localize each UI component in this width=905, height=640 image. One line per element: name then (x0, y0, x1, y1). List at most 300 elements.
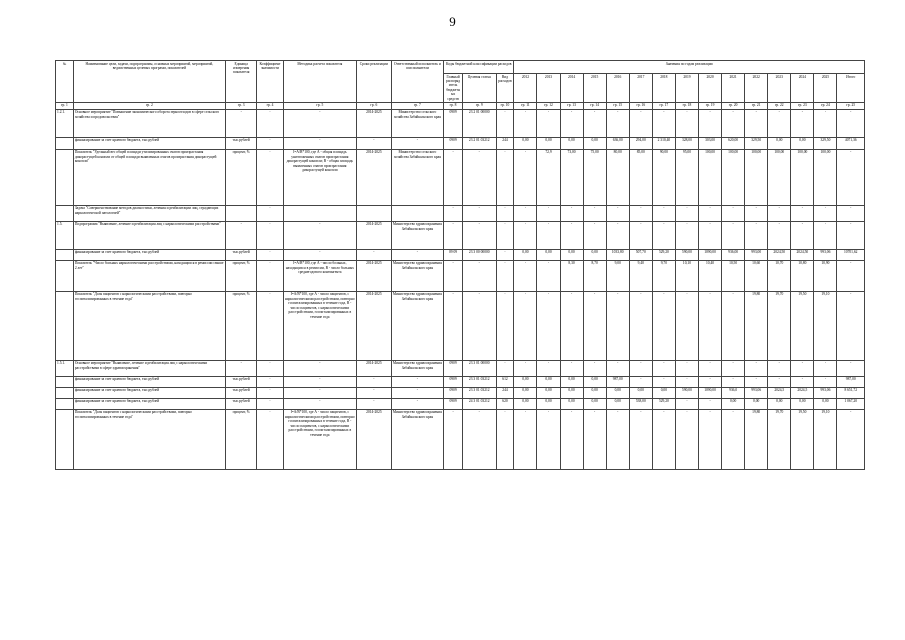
row-year-value: 2024,5 (768, 387, 791, 398)
row-name: Основное мероприятие "Повышение экономического оборота зерноотходов в сфере сельского хозяйства и продовольствия" (73, 109, 225, 137)
row-year-value: - (652, 376, 675, 387)
row-name: финансирование за счет краевого бюджета, тыс.рублей (73, 376, 225, 387)
row-coefficient: - (257, 398, 283, 409)
row-year-value: 85,00 (629, 149, 652, 205)
row-name: финансирование за счет краевого бюджета, тыс.рублей (73, 249, 225, 260)
row-year-value: 9,00 (606, 260, 629, 291)
row-unit: тыс.рублей (225, 137, 256, 149)
row-unit: - (225, 221, 256, 249)
row-method: I=А/В*100, где А - число пациентов, с наркологическими расстройствами, повторно госпитализированных в течение года, В - число пациентов, с наркологическими расстройствами, госпитализированных в течение года (283, 291, 356, 360)
header-year: 2025 (814, 74, 837, 103)
row-expense-type: - (496, 205, 514, 221)
row-coefficient: - (257, 291, 283, 360)
header-year: 2017 (629, 74, 652, 103)
row-year-value: - (514, 149, 537, 205)
header-year: 2015 (583, 74, 606, 103)
row-year-value: - (583, 360, 606, 376)
row-grbs: - (444, 221, 463, 249)
row-unit: процент, % (225, 149, 256, 205)
row-grbs: 09 09 (444, 249, 463, 260)
row-target-article: - (462, 260, 496, 291)
column-number: гр. 2 (73, 102, 225, 109)
row-year-value: - (675, 360, 698, 376)
column-number: гр. 25 (837, 102, 865, 109)
row-number (56, 205, 74, 221)
header-target-article: Целевая статья (462, 74, 496, 103)
row-year-value: - (675, 376, 698, 387)
header-year-values: Значения по годам реализации (514, 61, 865, 74)
row-year-value: 90,00 (652, 149, 675, 205)
header-year: 2021 (722, 74, 745, 103)
row-year-value: 993,06 (745, 387, 768, 398)
row-year-value: - (537, 360, 560, 376)
row-year-value: 19,80 (745, 409, 768, 469)
row-year-value: 936,00 (722, 249, 745, 260)
row-number (56, 249, 74, 260)
row-year-value: 0,00 (514, 249, 537, 260)
row-responsible: Министерство сельского хозяйства Забайкальского края (391, 109, 443, 137)
row-year-value: 10701,62 (837, 249, 865, 260)
row-expense-type: - (496, 360, 514, 376)
row-grbs: - (444, 205, 463, 221)
row-year-value: - (560, 221, 583, 249)
row-year-value: 636,00 (606, 137, 629, 149)
row-year-value: - (537, 221, 560, 249)
row-year-value: - (722, 409, 745, 469)
row-year-value: 0,00 (606, 387, 629, 398)
row-year-value: - (652, 221, 675, 249)
row-terms: 2014-2025 (357, 291, 392, 360)
row-year-value: 9,70 (652, 260, 675, 291)
row-year-value: - (629, 409, 652, 469)
row-name: Показатель "Доля пациентов с наркологическими расстройствами, повторно госпитализированных в течение года" (73, 291, 225, 360)
row-year-value: 0,00 (514, 387, 537, 398)
row-target-article: - (462, 221, 496, 249)
row-year-value: - (722, 205, 745, 221)
row-year-value: 0,00 (560, 137, 583, 149)
row-expense-type: - (496, 260, 514, 291)
row-terms: - (357, 137, 392, 149)
row-target-article: 23 2 01 00000 (462, 109, 496, 137)
row-year-value: - (814, 221, 837, 249)
row-year-value: - (768, 109, 791, 137)
row-number (56, 387, 74, 398)
row-year-value: - (629, 205, 652, 221)
row-year-value: 8,70 (583, 260, 606, 291)
row-responsible (391, 205, 443, 221)
row-number (56, 409, 74, 469)
header-year: 2022 (745, 74, 768, 103)
row-name: финансирование за счет краевого бюджета, тыс.рублей (73, 398, 225, 409)
row-year-value: - (606, 409, 629, 469)
row-target-article: 23 2 01 03212 (462, 137, 496, 149)
row-year-value: 529,20 (652, 398, 675, 409)
row-year-value: - (768, 205, 791, 221)
row-year-value: 529,20 (652, 249, 675, 260)
row-target-article: 23 3 00 00000 (462, 249, 496, 260)
header-coefficient: Коэффициент значимости (257, 61, 283, 103)
row-year-value: - (814, 376, 837, 387)
row-year-value: 0,00 (537, 249, 560, 260)
row-year-value: - (606, 221, 629, 249)
row-year-value: 0,00 (537, 387, 560, 398)
row-year-value: - (791, 221, 814, 249)
column-number: гр. 18 (675, 102, 698, 109)
row-target-article: - (462, 149, 496, 205)
row-year-value: 0,00 (722, 398, 745, 409)
row-year-value: 0,00 (560, 249, 583, 260)
column-number: гр. 11 (514, 102, 537, 109)
row-year-value: 100,00 (768, 149, 791, 205)
table-row (56, 221, 865, 249)
row-number (56, 149, 74, 205)
row-year-value: 19,50 (791, 291, 814, 360)
row-year-value: 8,30 (560, 260, 583, 291)
row-terms: - (357, 249, 392, 260)
row-year-value: 0,00 (768, 398, 791, 409)
row-year-value: - (537, 205, 560, 221)
row-year-value: - (606, 205, 629, 221)
row-year-value: 1090,00 (699, 249, 722, 260)
row-year-value: - (652, 205, 675, 221)
row-name: Показатель "Удельный вес общей площади утилизированных очагов произрастания дикорастущей конопли от общей площади выявленных очагов произрастания дикорастущей конопли" (73, 149, 225, 205)
column-number: гр. 7 (391, 102, 443, 109)
row-year-value: 100,00 (791, 149, 814, 205)
column-number-row (56, 102, 865, 109)
row-unit (225, 205, 256, 221)
column-number: гр. 4 (257, 102, 283, 109)
row-grbs: 0909 (444, 398, 463, 409)
header-unit: Единица измерения показателя (225, 61, 256, 103)
row-year-value: - (675, 409, 698, 469)
row-unit: - (225, 109, 256, 137)
row-year-value: - (814, 205, 837, 221)
row-year-value: 2 310,40 (652, 137, 675, 149)
row-year-value: - (722, 360, 745, 376)
row-year-value: - (629, 109, 652, 137)
header-year: 2016 (606, 74, 629, 103)
row-name: Основное мероприятие "Выявление, лечение и реабилитация лиц с наркологическими расстройствами в сфере здравоохранения" (73, 360, 225, 376)
row-year-value: - (768, 360, 791, 376)
header-year: 2018 (652, 74, 675, 103)
row-number (56, 398, 74, 409)
row-year-value: - (629, 360, 652, 376)
row-year-value: 10,40 (699, 260, 722, 291)
row-unit: тыс.рублей (225, 376, 256, 387)
row-grbs: - (444, 291, 463, 360)
row-name: финансирование за счет краевого бюджета, тыс.рублей (73, 387, 225, 398)
row-year-value: - (699, 376, 722, 387)
column-number: гр. 3 (225, 102, 256, 109)
row-coefficient: - (257, 387, 283, 398)
row-year-value: 72,9 (537, 149, 560, 205)
page-number: 9 (449, 14, 456, 29)
row-year-value: - (722, 109, 745, 137)
row-year-value: - (745, 109, 768, 137)
row-terms: - (357, 376, 392, 387)
row-year-value: - (814, 109, 837, 137)
row-year-value: 19,80 (745, 291, 768, 360)
row-number: 1.5.1. (56, 360, 74, 376)
row-year-value: 80,00 (606, 149, 629, 205)
row-year-value: - (675, 221, 698, 249)
header-year: 2023 (768, 74, 791, 103)
row-year-value: - (699, 398, 722, 409)
row-year-value: - (837, 109, 865, 137)
row-year-value: - (652, 291, 675, 360)
row-year-value: 303,00 (699, 137, 722, 149)
row-year-value: 0,00 (652, 387, 675, 398)
table-row (56, 376, 865, 387)
row-year-value: 0,00 (560, 376, 583, 387)
row-year-value: - (537, 409, 560, 469)
row-expense-type: - (496, 109, 514, 137)
row-year-value: - (837, 205, 865, 221)
row-year-value: - (745, 360, 768, 376)
row-year-value: 75,00 (583, 149, 606, 205)
row-year-value: 0,00 (537, 398, 560, 409)
row-responsible: Министерство здравоохранения Забайкальского края (391, 409, 443, 469)
table-row (56, 409, 865, 469)
row-year-value: - (837, 360, 865, 376)
header-year: 2020 (699, 74, 722, 103)
row-grbs: 0909 (444, 360, 463, 376)
program-table-sheet (55, 60, 865, 470)
row-terms: 2014-2025 (357, 409, 392, 469)
table-row (56, 205, 865, 221)
row-name: Показатель "Число больных наркологическими расстройствами, находящихся в ремиссии свыше 2 лет" (73, 260, 225, 291)
row-year-value: - (560, 205, 583, 221)
row-name: Подпрограмма "Выявление, лечение и реабилитация лиц с наркологическими расстройствами" (73, 221, 225, 249)
row-expense-type: - (496, 249, 514, 260)
row-unit: процент, % (225, 260, 256, 291)
row-year-value: - (768, 221, 791, 249)
row-year-value: - (583, 205, 606, 221)
row-target-article: 23 3 01 03212 (462, 376, 496, 387)
row-year-value: - (514, 205, 537, 221)
row-year-value: 328,00 (675, 137, 698, 149)
row-target-article: 23 3 01 00000 (462, 360, 496, 376)
row-year-value: 100,00 (722, 149, 745, 205)
header-name: Наименование цели, задачи, подпрограммы, основных мероприятий, мероприятий, ведомственных целевых программ, показателей (73, 61, 225, 103)
row-year-value: 19,10 (814, 291, 837, 360)
row-expense-type: - (496, 409, 514, 469)
row-year-value: - (768, 376, 791, 387)
header-grbs: Главный распорядитель бюджетных средств (444, 74, 463, 103)
table-row (56, 137, 865, 149)
table-row (56, 387, 865, 398)
row-coefficient: - (257, 221, 283, 249)
row-terms: 2014-2025 (357, 109, 392, 137)
row-year-value: - (814, 360, 837, 376)
row-year-value: 0,00 (583, 387, 606, 398)
column-number: гр. 16 (629, 102, 652, 109)
row-year-value: - (606, 109, 629, 137)
column-number: гр. 24 (814, 102, 837, 109)
row-method: - (283, 137, 356, 149)
row-year-value: 0,00 (791, 137, 814, 149)
row-year-value: 0,00 (514, 398, 537, 409)
row-coefficient: - (257, 249, 283, 260)
header-year: 2024 (791, 74, 814, 103)
row-grbs: 0909 (444, 137, 463, 149)
column-number: гр. 20 (722, 102, 745, 109)
row-year-value: 0,00 (814, 398, 837, 409)
row-year-value: - (837, 291, 865, 360)
row-expense-type: 612 (496, 376, 514, 387)
row-year-value: - (699, 205, 722, 221)
row-year-value: - (837, 149, 865, 205)
row-responsible: - (391, 387, 443, 398)
row-year-value: - (837, 221, 865, 249)
row-year-value: - (675, 291, 698, 360)
row-responsible: - (391, 249, 443, 260)
table-row (56, 109, 865, 137)
row-responsible: Министерство сельского хозяйства Забайкальского края (391, 149, 443, 205)
row-terms (357, 205, 392, 221)
row-year-value: - (560, 409, 583, 469)
row-responsible: Министерство здравоохранения Забайкальского края (391, 221, 443, 249)
row-year-value: - (583, 291, 606, 360)
header-year: Итого (837, 74, 865, 103)
row-year-value: - (722, 221, 745, 249)
row-year-value: 0,00 (583, 376, 606, 387)
column-number: гр. 13 (560, 102, 583, 109)
row-unit: тыс.рублей (225, 398, 256, 409)
header-responsible: Ответственный исполнитель и соисполнители (391, 61, 443, 103)
table-row (56, 149, 865, 205)
row-year-value: 4071,36 (837, 137, 865, 149)
row-year-value: - (837, 409, 865, 469)
row-year-value: 2024,50 (791, 249, 814, 260)
row-expense-type: - (496, 221, 514, 249)
row-year-value: 95,00 (675, 149, 698, 205)
row-year-value: - (791, 376, 814, 387)
row-expense-type: - (496, 149, 514, 205)
row-method: - (283, 221, 356, 249)
row-year-value: 987,00 (606, 376, 629, 387)
row-grbs: - (444, 260, 463, 291)
row-unit: процент, % (225, 409, 256, 469)
row-year-value: - (629, 376, 652, 387)
row-year-value: 0,00 (768, 137, 791, 149)
row-method: - (283, 387, 356, 398)
row-year-value: 100,00 (745, 149, 768, 205)
row-expense-type: - (496, 291, 514, 360)
row-coefficient: - (257, 205, 283, 221)
header-terms: Сроки реализации (357, 61, 392, 103)
row-number (56, 260, 74, 291)
row-year-value: - (699, 360, 722, 376)
row-year-value: - (629, 221, 652, 249)
column-number: гр. 10 (496, 102, 514, 109)
column-number: гр. 8 (444, 102, 463, 109)
row-year-value: - (560, 291, 583, 360)
row-year-value: 0,00 (583, 398, 606, 409)
row-year-value: 9,40 (629, 260, 652, 291)
row-year-value: 10,10 (675, 260, 698, 291)
row-year-value: - (560, 109, 583, 137)
row-year-value: - (699, 409, 722, 469)
table-row (56, 260, 865, 291)
row-year-value: - (537, 260, 560, 291)
row-year-value: - (745, 376, 768, 387)
column-number: гр. 21 (745, 102, 768, 109)
row-grbs: 0909 (444, 387, 463, 398)
row-year-value: 0,00 (560, 398, 583, 409)
row-coefficient: - (257, 260, 283, 291)
row-year-value: 10,70 (768, 260, 791, 291)
row-expense-type: 620 (496, 398, 514, 409)
row-year-value: 0,00 (791, 398, 814, 409)
row-year-value: 987,00 (837, 376, 865, 387)
header-year: 2013 (537, 74, 560, 103)
row-grbs: - (444, 149, 463, 205)
row-year-value: - (652, 109, 675, 137)
row-year-value: 0,00 (514, 376, 537, 387)
row-method: - (283, 398, 356, 409)
row-responsible: - (391, 398, 443, 409)
column-number: гр. 1 (56, 102, 74, 109)
row-year-value: - (722, 291, 745, 360)
column-number: гр. 23 (791, 102, 814, 109)
column-number: гр. 6 (357, 102, 392, 109)
row-year-value: 0,00 (560, 387, 583, 398)
row-year-value: - (583, 409, 606, 469)
row-year-value: - (652, 360, 675, 376)
row-number (56, 376, 74, 387)
row-year-value: - (675, 109, 698, 137)
header-year: 2012 (514, 74, 537, 103)
row-terms: 2014-2025 (357, 360, 392, 376)
row-year-value: 8 651,72 (837, 387, 865, 398)
row-year-value: - (629, 291, 652, 360)
row-terms: 2014-2025 (357, 221, 392, 249)
row-responsible: Министерство здравоохранения Забайкальского края (391, 260, 443, 291)
row-year-value: 620,00 (722, 137, 745, 149)
row-year-value: 590,00 (675, 387, 698, 398)
row-year-value: 0,00 (537, 137, 560, 149)
row-target-article: 23 3 01 03212 (462, 387, 496, 398)
row-number (56, 137, 74, 149)
row-year-value: 100,00 (814, 149, 837, 205)
row-responsible: Министерство здравоохранения Забайкальского края (391, 360, 443, 376)
row-year-value: 0,00 (583, 137, 606, 149)
row-year-value: - (537, 109, 560, 137)
row-coefficient: - (257, 409, 283, 469)
table-row (56, 291, 865, 360)
header-budget-codes: Коды бюджетной классификации расходов (444, 61, 514, 74)
column-number: гр. 5 (283, 102, 356, 109)
row-target-article: - (462, 409, 496, 469)
row-year-value: - (606, 360, 629, 376)
row-year-value: 19,70 (768, 409, 791, 469)
row-year-value: 993,06 (814, 249, 837, 260)
row-year-value: 10,90 (814, 260, 837, 291)
row-year-value: 507,70 (629, 249, 652, 260)
header-expense-type: Вид расходов (496, 74, 514, 103)
row-coefficient: - (257, 137, 283, 149)
table-row (56, 398, 865, 409)
row-year-value: - (606, 291, 629, 360)
row-year-value: 10,80 (791, 260, 814, 291)
row-year-value: - (652, 409, 675, 469)
row-year-value: 1 067,20 (837, 398, 865, 409)
row-year-value: 10,50 (722, 260, 745, 291)
column-number: гр. 22 (768, 102, 791, 109)
row-year-value: - (514, 260, 537, 291)
row-year-value: - (537, 291, 560, 360)
